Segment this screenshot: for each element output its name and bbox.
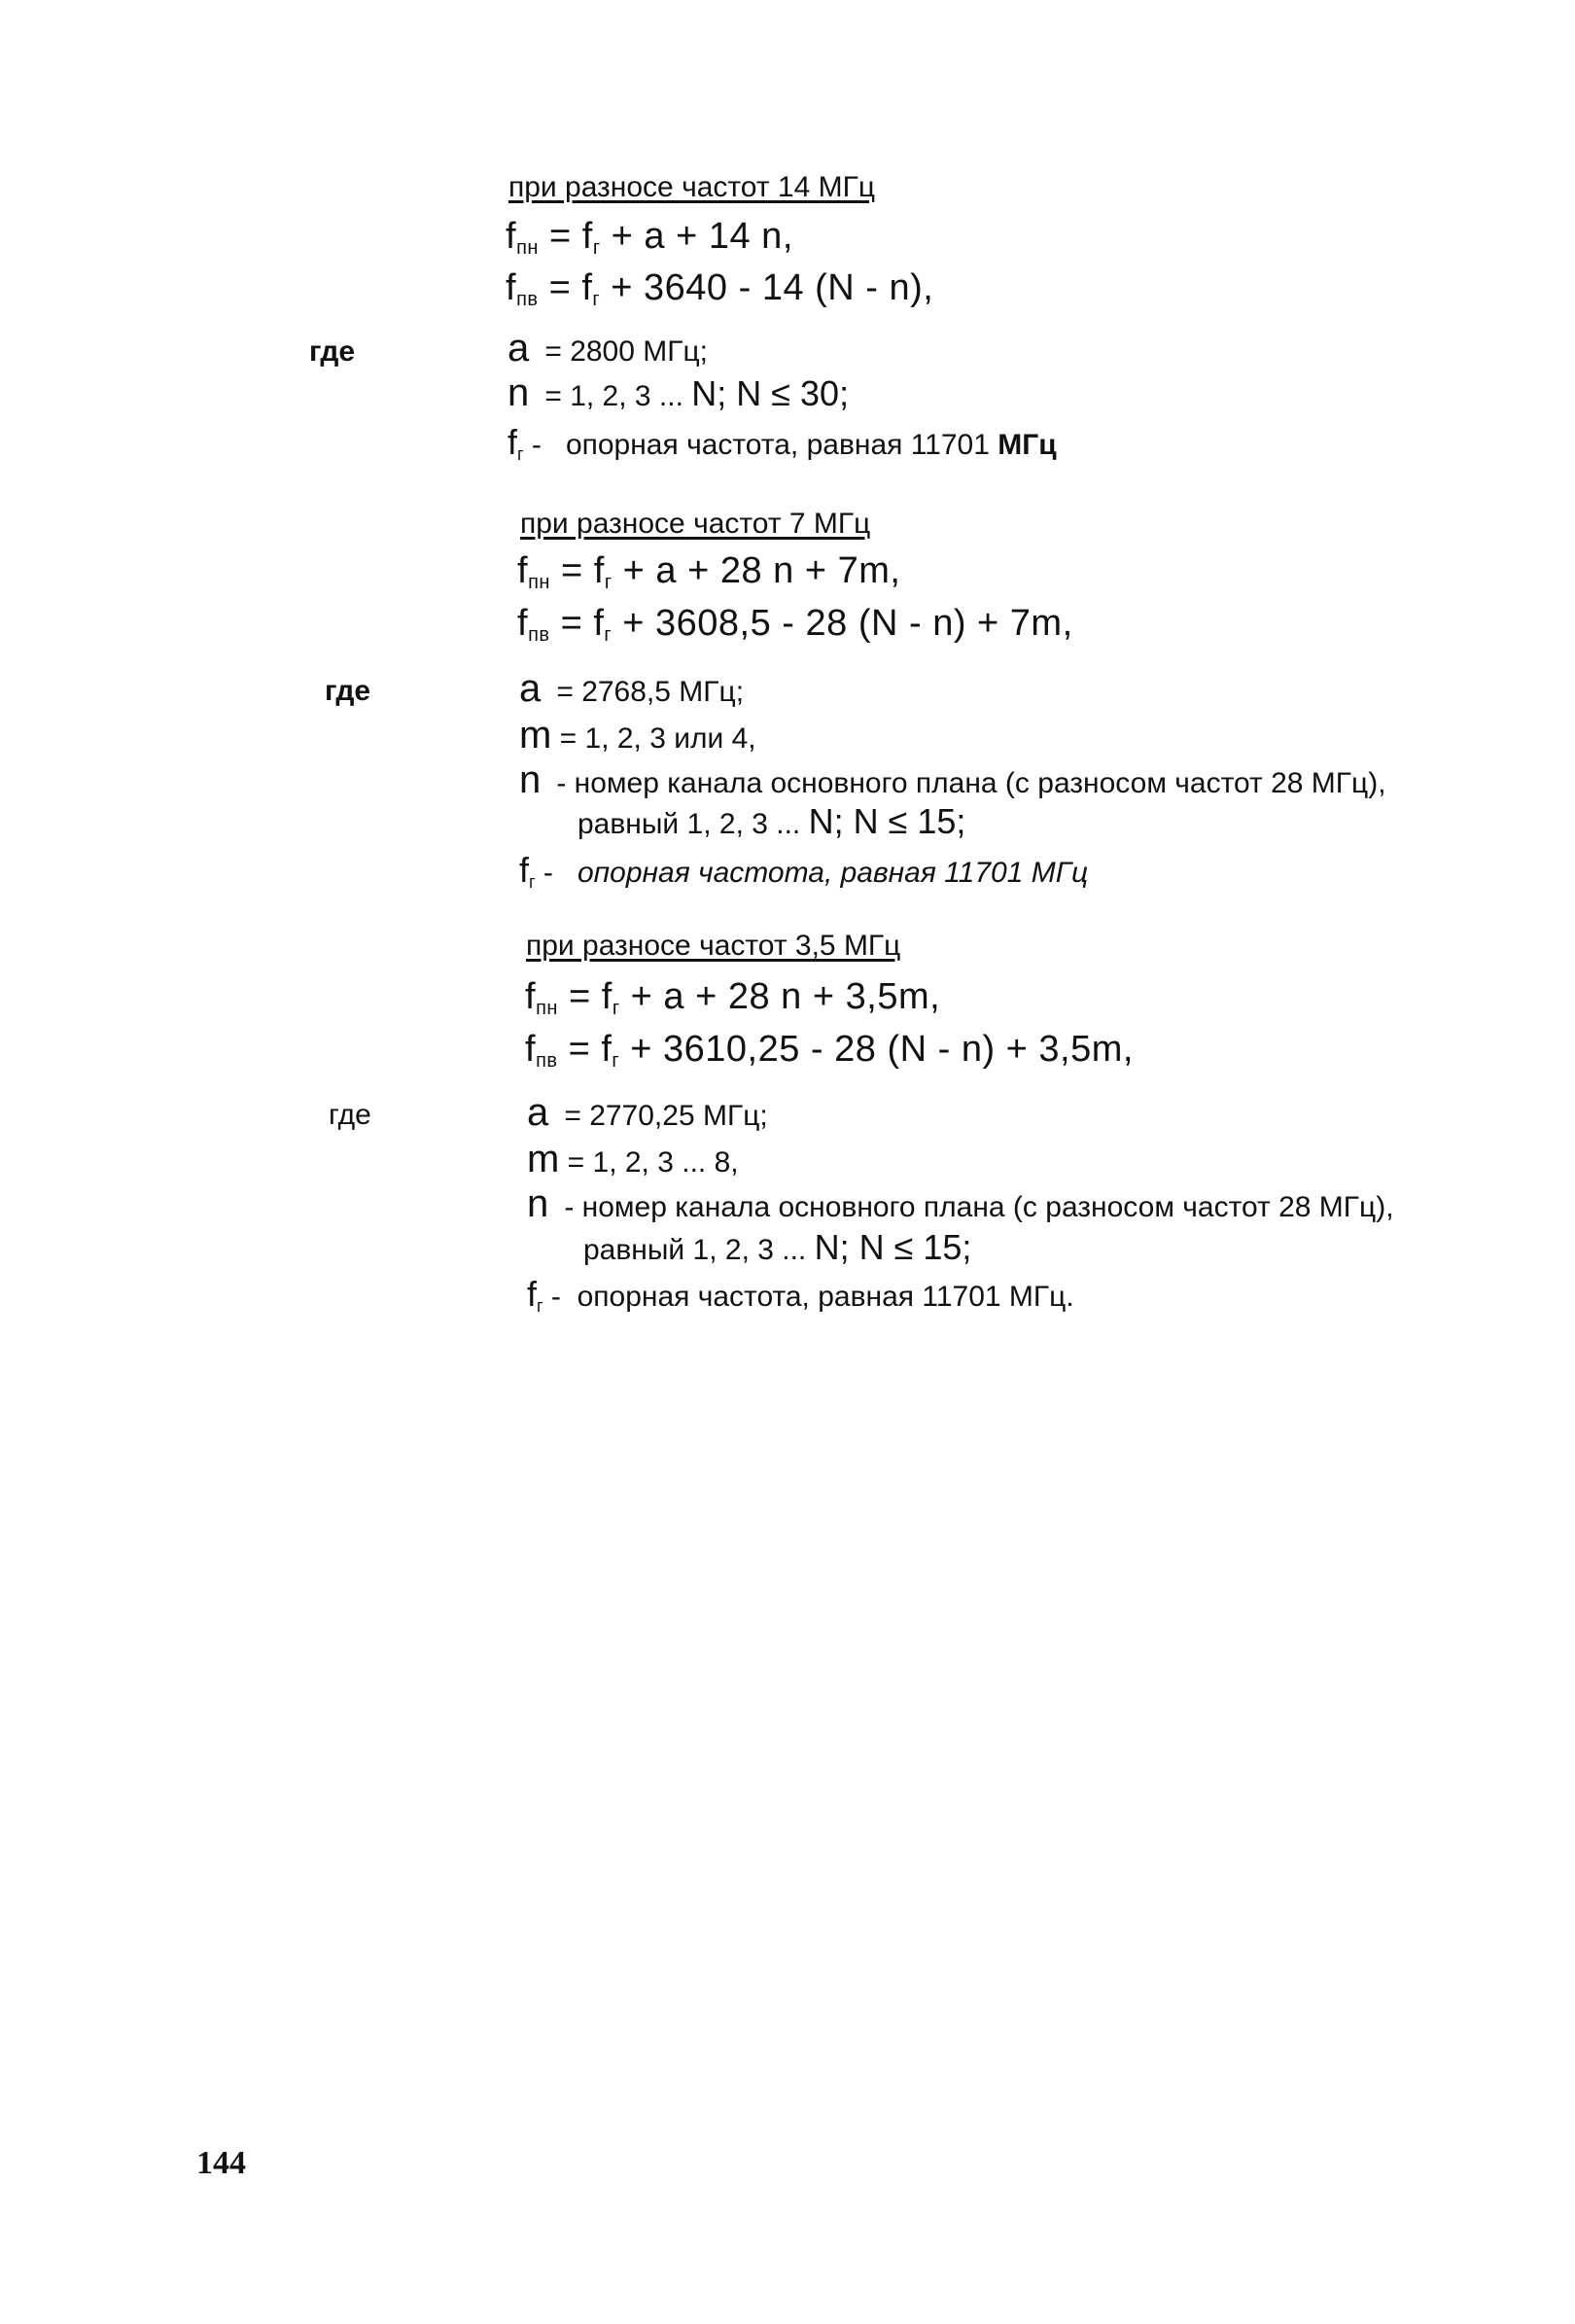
page-number: 144 xyxy=(196,2145,246,2181)
definition-fr: $f_г$ - опорная частота, равная 11701 МГц xyxy=(519,850,1089,892)
definition-fr: $f_г$ - опорная частота, равная 11701 МГц xyxy=(508,422,1057,464)
definition-a: a = 2770,25 МГц; xyxy=(527,1091,768,1134)
definition-n: n - номер канала основного плана (с разносом частот 28 МГц), xyxy=(527,1182,1394,1225)
definition-a: a = 2768,5 МГц; xyxy=(519,667,745,710)
formula-fpv: $f_{пв} = f_г + 3640 - 14$ (N - n), xyxy=(506,267,934,310)
section-heading: при разносе частот 14 МГц xyxy=(508,171,876,203)
formula-fpn: $f_{пн} = f_г + a + 28$ n + 7m, xyxy=(517,550,901,593)
definition-a: a = 2800 МГц; xyxy=(508,327,709,370)
definition-m: m = 1, 2, 3 или 4, xyxy=(519,714,756,757)
section-heading: при разносе частот 3,5 МГц xyxy=(526,930,901,962)
where-label: где xyxy=(309,335,356,368)
definition-fr: $f_г$ - опорная частота, равная 11701 МГц. xyxy=(527,1274,1074,1316)
where-label: где xyxy=(329,1099,371,1131)
formula-fpv: $f_{пв} = f_г + 3608,5 - 28$ (N - n) + 7m, xyxy=(517,603,1073,646)
definition-n-continued: равный 1, 2, 3 ... N; N ≤ 15; xyxy=(578,801,966,841)
formula-fpn: $f_{пн} = f_г + a + 14$ n, xyxy=(506,216,793,259)
definition-n: n = 1, 2, 3 ... N; N ≤ 30; xyxy=(508,371,850,414)
definition-n-continued: равный 1, 2, 3 ... N; N ≤ 15; xyxy=(583,1227,972,1267)
section-heading: при разносе частот 7 МГц xyxy=(520,508,871,540)
definition-m: m = 1, 2, 3 ... 8, xyxy=(527,1138,739,1180)
definition-n: n - номер канала основного плана (с разносом частот 28 МГц), xyxy=(519,758,1386,801)
formula-fpv: $f_{пв} = f_г + 3610,25 - 28$ (N - n) + 3,5m, xyxy=(525,1029,1134,1072)
formula-fpn: $f_{пн} = f_г + a + 28$ n + 3,5m, xyxy=(525,976,941,1019)
where-label: где xyxy=(325,675,371,707)
